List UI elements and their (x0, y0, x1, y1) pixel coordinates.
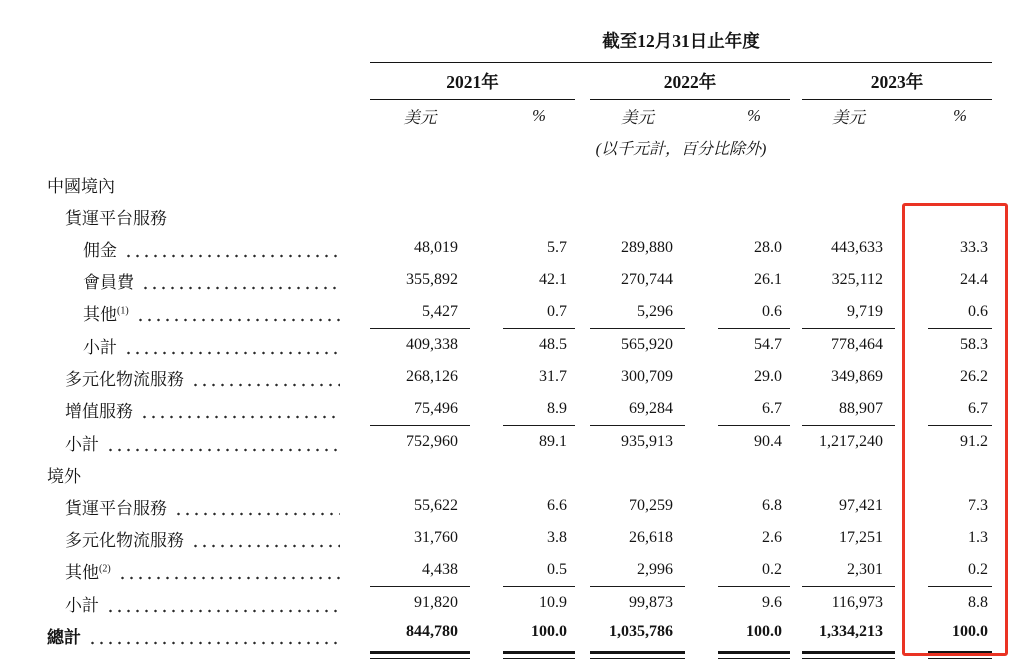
cell-percent-2022: 54.7 (754, 336, 782, 353)
cell-usd-2022: 300,709 (621, 368, 673, 385)
section-row (45, 168, 992, 200)
cell-percent-2021: 31.7 (539, 368, 567, 385)
year-header-2023: 2023年 (802, 63, 992, 100)
cell-percent-2022: 29.0 (754, 368, 782, 385)
cell-percent-2023: 58.3 (960, 336, 988, 353)
dotted-leader (140, 415, 340, 419)
column-gap (685, 426, 718, 458)
cell-percent-2021: 0.7 (503, 296, 575, 329)
row-label: 多元化物流服務 (65, 369, 184, 389)
row-label-cell (45, 393, 370, 426)
cell-percent-2022: 26.1 (754, 271, 782, 288)
column-gap (470, 296, 503, 329)
year-header-row (45, 63, 992, 100)
cell-percent-2021: 100.0 (503, 619, 575, 659)
column-gap (895, 554, 928, 587)
cell-percent-2022: 90.4 (754, 433, 782, 450)
cell-percent-2023: 6.7 (928, 393, 992, 426)
table-row (45, 361, 992, 393)
cell-percent-2021: 10.9 (539, 594, 567, 611)
row-label: 多元化物流服務 (65, 530, 184, 550)
column-gap (790, 587, 802, 619)
column-gap (685, 393, 718, 426)
cell-percent-2021: 8.9 (503, 393, 575, 426)
column-gap (470, 100, 503, 132)
column-gap (685, 296, 718, 329)
cell-usd-2023: 9,719 (802, 296, 895, 329)
cell-percent-2022: 9.6 (762, 594, 782, 611)
cell-usd-2021: 5,427 (370, 296, 470, 329)
row-label: 貨運平台服務 (65, 208, 167, 228)
row-label: 其他$^{(1)}$ (83, 305, 129, 324)
row-label: 小計 (65, 434, 99, 454)
column-gap (470, 619, 503, 659)
cell-usd-2022: 5,296 (590, 296, 685, 329)
row-label: 會員費 (83, 272, 134, 292)
cell-usd-2023: 116,973 (831, 594, 883, 611)
row-label: 增值服務 (65, 402, 133, 421)
column-gap (470, 393, 503, 426)
cell-usd-2023: 88,907 (802, 393, 895, 426)
dotted-leader (141, 286, 340, 290)
column-gap (575, 100, 590, 132)
dotted-leader (174, 512, 340, 516)
dotted-leader (124, 254, 340, 258)
usd-column-header-2021: 美元 (403, 108, 437, 127)
row-label-cell (45, 554, 370, 587)
footnote-marker: (1) (117, 305, 129, 317)
cell-usd-2021: 4,438 (370, 554, 470, 587)
column-gap (895, 264, 928, 296)
cell-percent-2022: 2.6 (762, 529, 782, 546)
cell-percent-2023: 24.4 (960, 271, 988, 288)
dotted-leader (88, 641, 340, 645)
column-gap (895, 100, 928, 132)
column-gap (790, 393, 802, 426)
row-label-cell (45, 619, 370, 659)
column-gap (895, 296, 928, 329)
unit-note-row (45, 132, 992, 168)
column-gap (575, 232, 590, 264)
spacer-cell (45, 100, 370, 132)
row-label: 總計 (47, 628, 81, 647)
cell-percent-2022: 0.6 (718, 296, 790, 329)
table-row (45, 522, 992, 554)
cell-usd-2022: 69,284 (590, 393, 685, 426)
column-gap (470, 329, 503, 361)
cell-percent-2023: 7.3 (968, 497, 988, 514)
table-row (45, 393, 992, 426)
table-row (45, 490, 992, 522)
row-label: 小計 (65, 595, 99, 615)
row-label-cell (45, 587, 370, 619)
column-gap (790, 63, 802, 100)
column-gap (575, 329, 590, 361)
column-gap (470, 264, 503, 296)
column-gap (575, 490, 590, 522)
column-gap (470, 522, 503, 554)
cell-percent-2023: 26.2 (960, 368, 988, 385)
column-gap (575, 296, 590, 329)
column-gap (685, 232, 718, 264)
column-gap (790, 361, 802, 393)
cell-percent-2023: 0.2 (928, 554, 992, 587)
row-label-cell (45, 490, 370, 522)
column-gap (790, 296, 802, 329)
cell-usd-2021: 48,019 (414, 239, 458, 256)
cell-usd-2022: 289,880 (621, 239, 673, 256)
spacer-cell (45, 63, 370, 100)
dotted-leader (106, 448, 340, 452)
column-gap (470, 554, 503, 587)
cell-percent-2021: 89.1 (539, 433, 567, 450)
cell-usd-2022: 1,035,786 (590, 619, 685, 659)
cell-usd-2023: 1,217,240 (819, 433, 883, 450)
percent-column-header-2022: % (747, 106, 761, 125)
cell-percent-2023: 33.3 (960, 239, 988, 256)
column-gap (470, 587, 503, 619)
column-gap (895, 619, 928, 659)
cell-percent-2023: 1.3 (968, 529, 988, 546)
column-gap (790, 619, 802, 659)
column-gap (470, 232, 503, 264)
cell-usd-2021: 91,820 (414, 594, 458, 611)
percent-column-header-2023: % (953, 106, 967, 125)
column-gap (895, 393, 928, 426)
row-label-cell (45, 522, 370, 554)
column-gap (575, 522, 590, 554)
cell-usd-2021: 268,126 (406, 368, 458, 385)
column-gap (685, 619, 718, 659)
row-label-cell (45, 200, 992, 232)
row-label-cell (45, 329, 370, 361)
spacer-cell (45, 132, 370, 168)
dotted-leader (124, 351, 340, 355)
row-label: 其他$^{(2)}$ (65, 563, 111, 582)
footnote-marker: (2) (99, 563, 111, 575)
row-label: 中國境內 (47, 176, 115, 196)
unit-note: (以千元計，百分比除外) (595, 141, 767, 158)
cell-usd-2023: 17,251 (839, 529, 883, 546)
column-gap (575, 587, 590, 619)
row-label-cell (45, 361, 370, 393)
column-gap (470, 361, 503, 393)
cell-percent-2021: 6.6 (547, 497, 567, 514)
year-header-2021: 2021年 (370, 63, 575, 100)
section-row (45, 200, 992, 232)
usd-column-header-2023: 美元 (832, 108, 865, 127)
column-gap (790, 100, 802, 132)
table-row (45, 426, 992, 458)
column-gap (790, 490, 802, 522)
column-gap (575, 264, 590, 296)
cell-usd-2022: 26,618 (629, 529, 673, 546)
usd-column-header-2022: 美元 (621, 108, 654, 127)
cell-usd-2022: 565,920 (621, 336, 673, 353)
row-label-cell (45, 232, 370, 264)
column-gap (575, 63, 590, 100)
column-gap (685, 522, 718, 554)
cell-percent-2023: 91.2 (960, 433, 988, 450)
dotted-leader (136, 318, 340, 322)
cell-usd-2021: 752,960 (406, 433, 458, 450)
cell-percent-2023: 8.8 (968, 594, 988, 611)
row-label: 小計 (83, 337, 117, 357)
row-label-cell (45, 458, 992, 490)
dotted-leader (191, 544, 340, 548)
row-label-cell (45, 426, 370, 458)
cell-usd-2021: 844,780 (370, 619, 470, 659)
cell-percent-2021: 48.5 (539, 336, 567, 353)
column-gap (895, 232, 928, 264)
cell-percent-2021: 3.8 (547, 529, 567, 546)
cell-percent-2022: 0.2 (718, 554, 790, 587)
table-row (45, 619, 992, 659)
column-gap (790, 554, 802, 587)
table-row (45, 264, 992, 296)
cell-usd-2021: 55,622 (414, 497, 458, 514)
column-gap (790, 426, 802, 458)
table-row (45, 329, 992, 361)
column-gap (790, 264, 802, 296)
column-gap (575, 554, 590, 587)
year-header-2022: 2022年 (590, 63, 790, 100)
table-row (45, 232, 992, 264)
table-title-row (45, 15, 992, 63)
column-gap (895, 490, 928, 522)
table-row (45, 587, 992, 619)
cell-percent-2021: 0.5 (503, 554, 575, 587)
cell-usd-2023: 2,301 (802, 554, 895, 587)
column-gap (895, 522, 928, 554)
cell-usd-2022: 270,744 (621, 271, 673, 288)
column-gap (895, 587, 928, 619)
cell-percent-2021: 5.7 (547, 239, 567, 256)
column-gap (575, 393, 590, 426)
cell-percent-2023: 100.0 (928, 619, 992, 659)
cell-usd-2022: 99,873 (629, 594, 673, 611)
column-gap (685, 361, 718, 393)
cell-percent-2023: 0.6 (928, 296, 992, 329)
row-label-cell (45, 296, 370, 329)
column-gap (790, 329, 802, 361)
column-gap (575, 619, 590, 659)
column-gap (790, 522, 802, 554)
dotted-leader (106, 609, 340, 613)
column-gap (470, 426, 503, 458)
cell-usd-2021: 409,338 (406, 336, 458, 353)
table-row (45, 296, 992, 329)
row-label: 佣金 (83, 240, 117, 260)
spacer-cell (45, 15, 370, 63)
cell-usd-2022: 935,913 (621, 433, 673, 450)
column-gap (685, 587, 718, 619)
column-gap (895, 361, 928, 393)
cell-percent-2021: 42.1 (539, 271, 567, 288)
cell-percent-2022: 28.0 (754, 239, 782, 256)
cell-percent-2022: 6.7 (718, 393, 790, 426)
row-label: 貨運平台服務 (65, 498, 167, 518)
cell-usd-2023: 443,633 (831, 239, 883, 256)
column-gap (685, 264, 718, 296)
cell-usd-2023: 1,334,213 (802, 619, 895, 659)
percent-column-header-2021: % (532, 106, 546, 125)
cell-usd-2023: 349,869 (831, 368, 883, 385)
column-gap (685, 329, 718, 361)
dotted-leader (191, 383, 340, 387)
column-gap (895, 329, 928, 361)
column-gap (685, 554, 718, 587)
cell-usd-2021: 31,760 (414, 529, 458, 546)
cell-usd-2023: 97,421 (839, 497, 883, 514)
section-row (45, 458, 992, 490)
column-gap (575, 426, 590, 458)
revenue-breakdown-table (45, 15, 992, 659)
row-label: 境外 (47, 466, 81, 486)
column-gap (685, 100, 718, 132)
cell-usd-2021: 75,496 (370, 393, 470, 426)
table-title: 截至12月31日止年度 (370, 15, 992, 63)
subheader-row (45, 100, 992, 132)
cell-usd-2023: 778,464 (831, 336, 883, 353)
cell-usd-2021: 355,892 (406, 271, 458, 288)
column-gap (895, 426, 928, 458)
table-row (45, 554, 992, 587)
row-label-cell (45, 168, 992, 200)
cell-percent-2022: 6.8 (762, 497, 782, 514)
cell-usd-2022: 2,996 (590, 554, 685, 587)
column-gap (685, 490, 718, 522)
cell-usd-2022: 70,259 (629, 497, 673, 514)
cell-percent-2022: 100.0 (718, 619, 790, 659)
dotted-leader (118, 576, 340, 580)
row-label-cell (45, 264, 370, 296)
column-gap (575, 361, 590, 393)
column-gap (790, 232, 802, 264)
column-gap (470, 490, 503, 522)
cell-usd-2023: 325,112 (831, 271, 883, 288)
